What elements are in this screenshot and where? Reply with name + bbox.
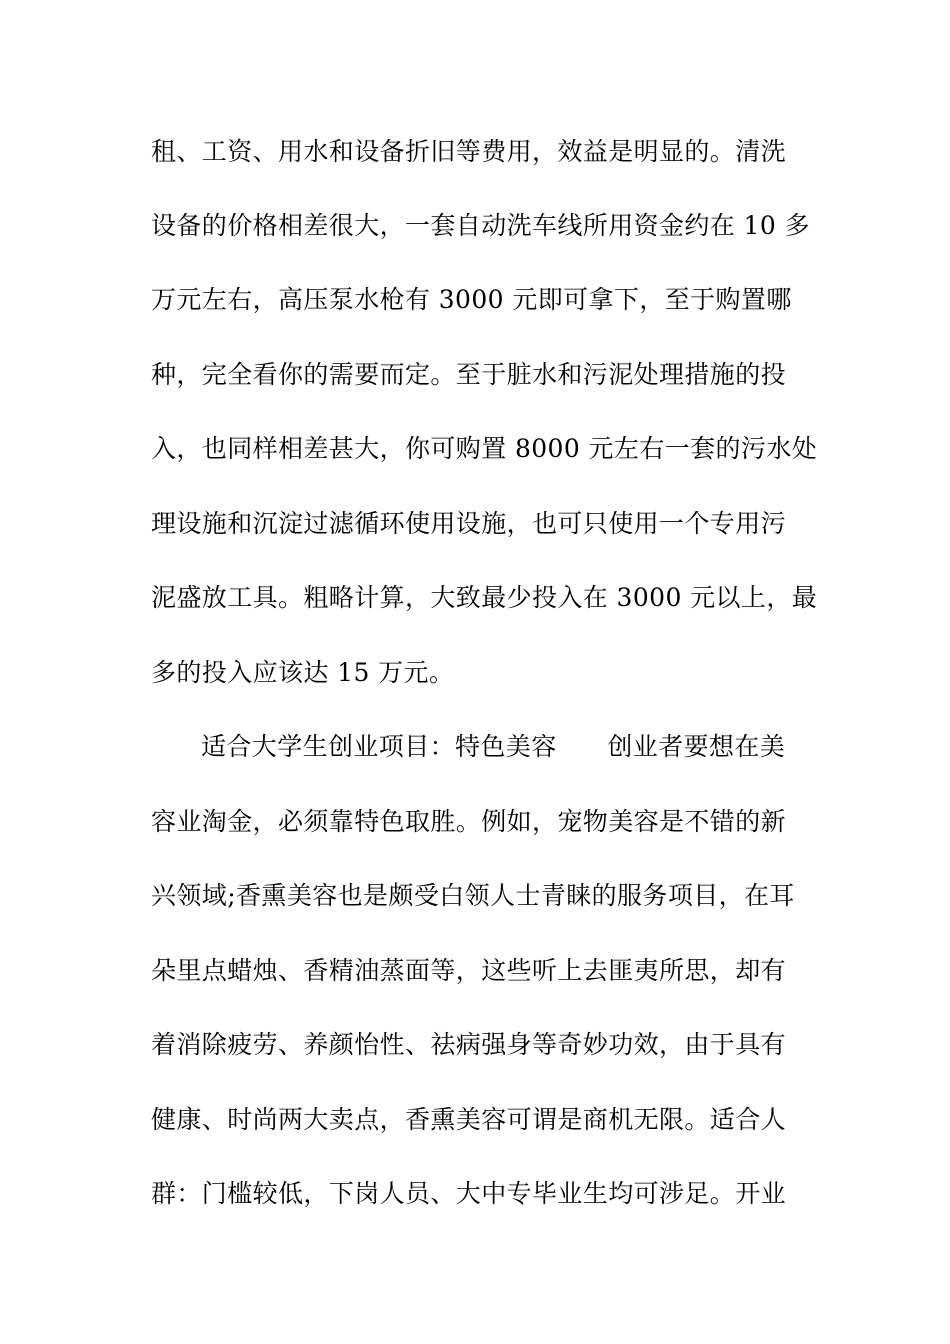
text-line-14: 健康、时尚两大卖点，香熏美容可谓是商机无限。适合人 — [151, 1105, 787, 1134]
text-line-3: 万元左右，高压泵水枪有 3000 元即可拿下，至于购置哪 — [151, 285, 792, 314]
text-line-2: 设备的价格相差很大，一套自动洗车线所用资金约在 10 多 — [151, 211, 810, 240]
text-line-15: 群：门槛较低，下岗人员、大中专毕业生均可涉足。开业 — [151, 1179, 787, 1208]
text-line-5: 入，也同样相差甚大，你可购置 8000 元左右一套的污水处 — [151, 434, 818, 463]
text-line-1: 租、工资、用水和设备折旧等费用，效益是明显的。清洗 — [151, 137, 787, 166]
text-line-7: 泥盛放工具。粗略计算，大致最少投入在 3000 元以上，最 — [151, 583, 818, 612]
text-line-8: 多的投入应该达 15 万元。 — [151, 658, 455, 687]
text-line-10: 容业淘金，必须靠特色取胜。例如，宠物美容是不错的新 — [151, 807, 787, 836]
text-line-9: 适合大学生创业项目：特色美容 创业者要想在美 — [201, 732, 786, 761]
text-line-6: 理设施和沉淀过滤循环使用设施，也可只使用一个专用污 — [151, 509, 787, 538]
text-line-11: 兴领域;香熏美容也是颇受白领人士青睐的服务项目，在耳 — [151, 881, 795, 910]
text-line-12: 朵里点蜡烛、香精油蒸面等，这些听上去匪夷所思，却有 — [151, 956, 787, 985]
text-line-13: 着消除疲劳、养颜怡性、祛病强身等奇妙功效，由于具有 — [151, 1030, 787, 1059]
text-line-4: 种，完全看你的需要而定。至于脏水和污泥处理措施的投 — [151, 360, 787, 389]
